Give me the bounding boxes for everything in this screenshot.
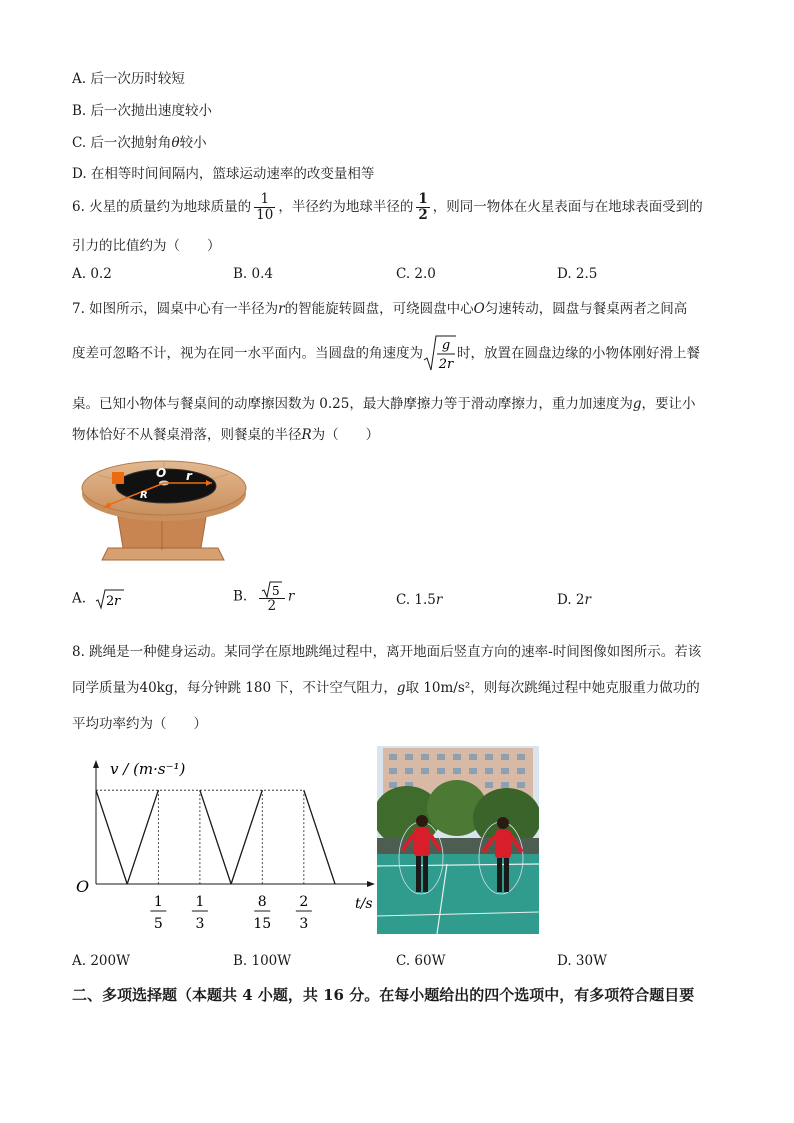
q7-stem-line3: 桌。已知小物体与餐桌间的动摩擦因数为 0.25，最大静摩擦力等于滑动摩擦力，重力加速度为g，要让小 — [72, 396, 696, 412]
q5-option-b: B. 后一次抛出速度较小 — [72, 103, 213, 119]
q8-stem-line1: 8. 跳绳是一种健身运动。某同学在原地跳绳过程中，离开地面后竖直方向的速率-时间图像如图所示。若该 — [72, 644, 702, 660]
tick-label-numerator: 1 — [153, 894, 163, 910]
y-axis-arrow — [93, 760, 99, 768]
velocity-segment — [231, 790, 262, 884]
velocity-segment — [96, 790, 127, 884]
q7-stem-line2: 度差可忽略不计，视为在同一水平面内。当圆盘的角速度为 g 2r 时，放置在圆盘边缘的小物体刚好滑上餐 — [72, 334, 700, 374]
q7-stem-line4: 物体恰好不从餐桌滑落，则餐桌的半径R为（ ） — [72, 427, 380, 443]
round-table-figure — [78, 450, 250, 565]
q8-stem-line3: 平均功率约为（ ） — [72, 716, 207, 732]
tick-label-denominator: 5 — [153, 916, 163, 932]
svg-text:5: 5 — [271, 584, 280, 598]
tick-label-denominator: 3 — [299, 916, 309, 932]
q7-option-d: D. 2r — [557, 592, 591, 608]
origin-label: O — [76, 877, 90, 896]
fraction: $\frac{5}{2}$ — [259, 580, 285, 614]
q5-option-d: D. 在相等时间间隔内，篮球运动速率的改变量相等 — [72, 166, 375, 182]
tick-label-numerator: 1 — [195, 894, 205, 910]
svg-text:R: R — [140, 490, 148, 501]
q8-option-c: C. 60W — [396, 953, 446, 969]
y-axis-label: v / (m·s⁻¹) — [110, 760, 186, 778]
svg-text:r: r — [113, 594, 120, 609]
q8-stem-line2: 同学质量为40kg，每分钟跳 180 下，不计空气阻力，g取 10m/s²，则每次跳绳过程中她克服重力做功的 — [72, 680, 700, 696]
q6-option-c: C. 2.0 — [396, 266, 436, 282]
svg-text:2: 2 — [105, 594, 114, 609]
q7-stem-line1: 7. 如图所示，圆桌中心有一半径为r的智能旋转圆盘，可绕圆盘中心O匀速转动，圆盘与餐桌两者之间高 — [72, 301, 688, 317]
q7-option-c: C. 1.5r — [396, 592, 443, 608]
q7-option-b: B. $\frac{5}{2}$ r — [233, 580, 294, 614]
sqrt-expression — [423, 334, 457, 374]
tick-label-numerator: 2 — [299, 894, 309, 910]
svg-text:O: O — [156, 466, 167, 480]
q7-option-a: A. 2 r — [72, 588, 125, 610]
q6-option-a: A. 0.2 — [72, 266, 112, 282]
svg-text:r: r — [186, 469, 192, 483]
q8-option-b: B. 100W — [233, 953, 292, 969]
svg-text:g: g — [441, 338, 451, 353]
small-object-block — [112, 472, 124, 484]
section-heading-multiple-choice: 二、多项选择题（本题共 4 小题，共 16 分。在每小题给出的四个选项中，有多项符合题目要 — [72, 986, 695, 1004]
velocity-segment — [127, 790, 158, 884]
q8-option-d: D. 30W — [557, 953, 607, 969]
x-axis-label: t/s — [355, 896, 373, 912]
velocity-time-chart — [70, 748, 375, 938]
q6-stem-line2: 引力的比值约为（ ） — [72, 238, 221, 254]
q6-option-b: B. 0.4 — [233, 266, 273, 282]
tick-label-denominator: 15 — [253, 916, 272, 932]
q5-option-a: A. 后一次历时较短 — [72, 71, 185, 87]
velocity-segment — [200, 790, 231, 884]
velocity-segment — [304, 790, 335, 884]
q8-option-a: A. 200W — [72, 953, 130, 969]
svg-text:2r: 2r — [438, 357, 454, 372]
tick-label-numerator: 8 — [257, 894, 267, 910]
rope-skipping-photo — [377, 746, 539, 934]
q6-option-d: D. 2.5 — [557, 266, 598, 282]
q5-option-c: C. 后一次抛射角θ较小 — [72, 135, 207, 151]
q6-stem-line1: 6. 火星的质量约为地球质量的 $\frac{1}{10}$ ，半径约为地球半径的 $\frac{1}{2}$ ，则同一物体在火星表面与在地球表面受到的 — [72, 191, 703, 223]
fraction: $\frac{1}{10}$ — [256, 191, 274, 223]
tick-label-denominator: 3 — [195, 916, 205, 932]
x-axis-arrow — [367, 881, 375, 887]
fraction: $\frac{1}{2}$ — [418, 191, 428, 223]
